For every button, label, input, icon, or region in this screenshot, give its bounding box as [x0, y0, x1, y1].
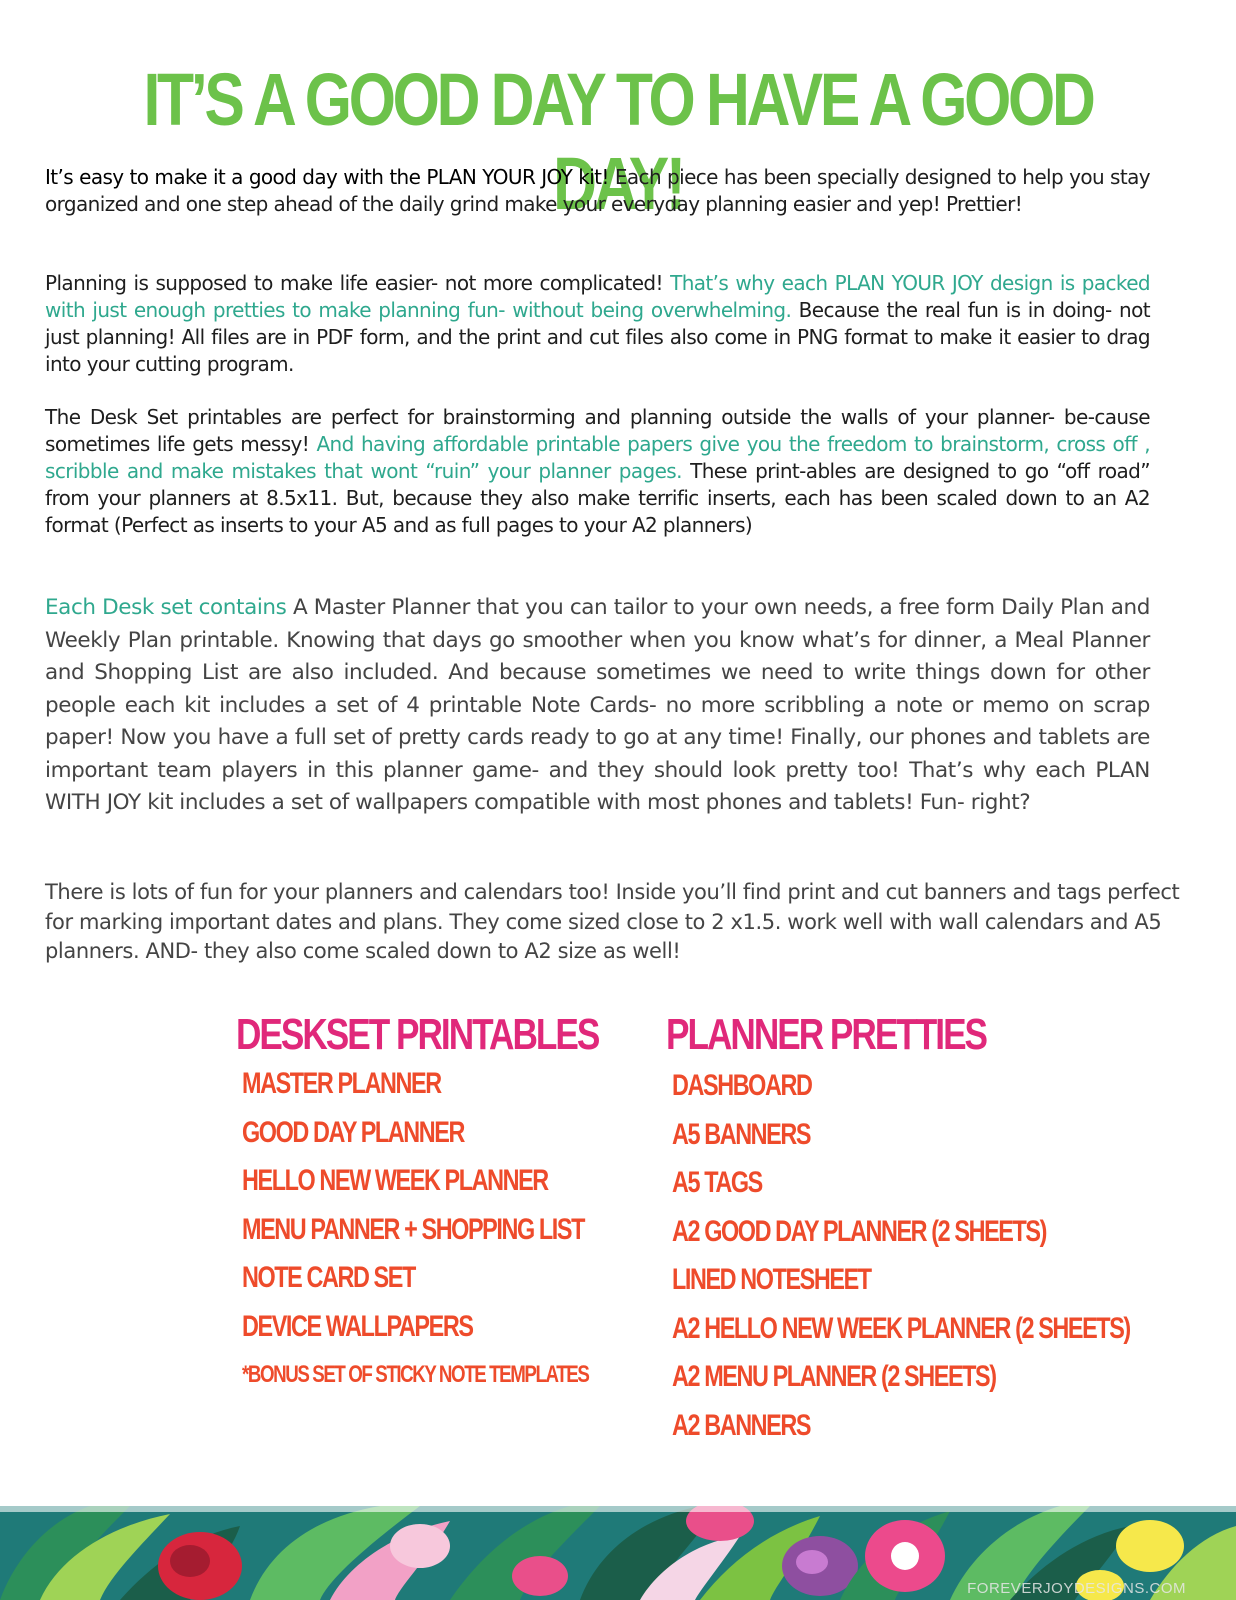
page-title: IT’S A GOOD DAY TO HAVE A GOOD DAY! — [143, 58, 1093, 225]
planning-paragraph — [45, 270, 1150, 378]
list-item: HELLO NEW WEEK PLANNER — [242, 1164, 548, 1197]
deskset-printables-heading: DESKSET PRINTABLES — [236, 1010, 599, 1059]
list-item: A5 TAGS — [672, 1166, 762, 1199]
list-item: LINED NOTESHEET — [672, 1263, 871, 1296]
planners-paragraph: There is lots of fun for your planners and calendars too! Inside you’ll find print and cut banners and tags perfect for marking important dates and plans. They come sized close to 2 x1.5. work well with wall calendars and A5 planners. AND- they also come scaled down to A2 size as well! — [45, 880, 1180, 963]
list-item: NOTE CARD SET — [242, 1261, 415, 1294]
deskset-text-a: The Desk Set printables are perfect for brainstorming and planning outside the walls of your planner- be-cause sometimes life gets messy! — [45, 405, 1150, 456]
deskset-printables-list — [242, 1060, 686, 1400]
intro-lead: It’s easy to make it a good day with the PLAN YOUR JOY kit! — [45, 165, 609, 189]
footer-website-url: FOREVERJOYDESIGNS.COM — [967, 1580, 1186, 1597]
list-item: DASHBOARD — [672, 1069, 812, 1102]
planning-text-b: Because the real fun is in doing- not just planning! All files are in PDF form, and the print and cut files also come in PNG format to make it easier to drag into your cutting program. — [45, 298, 1150, 376]
deskset-text-b: These print-ables are designed to go “off road” from your planners at 8.5x11. But, because they also make terrific inserts, each has been scaled down to an A2 format (Perfect as inserts to your A5 and as full pages to your A2 planners) — [45, 459, 1150, 537]
list-item: MENU PANNER + SHOPPING LIST — [242, 1212, 584, 1246]
list-item: A2 BANNERS — [672, 1408, 811, 1442]
list-item: A2 MENU PLANNER (2 SHEETS) — [672, 1360, 996, 1393]
deskset-highlight: And having affordable printable papers give you the freedom to brainstorm, cross off , scribble and make mistakes that wont “ruin” your planner pages. — [45, 432, 1151, 483]
intro-paragraph — [45, 164, 1150, 218]
list-item: A2 GOOD DAY PLANNER (2 SHEETS) — [672, 1214, 1046, 1248]
list-item: A2 HELLO NEW WEEK PLANNER (2 SHEETS) — [672, 1311, 1130, 1345]
planner-pretties-list — [672, 1062, 1236, 1450]
list-item: GOOD DAY PLANNER — [242, 1115, 464, 1149]
planning-highlight: That’s why each PLAN YOUR JOY design is packed with just enough pretties to make planning fun- without being overwhelming. — [45, 271, 1150, 322]
list-item: A5 BANNERS — [672, 1117, 811, 1151]
planner-pretties-heading: PLANNER PRETTIES — [666, 1010, 987, 1059]
deskset-paragraph — [45, 404, 1150, 539]
contents-rest: A Master Planner that you can tailor to your own needs, a free form Daily Plan and Weekly Plan printable. Knowing that days go smoother when you know what’s for dinner, a Meal Planner and Shopping List are also included. And because sometimes we need to write things down for other people each kit includes a set of 4 printable Note Cards- no more scribbling a note or memo on scrap paper! Now you have a full set of pretty cards ready to go at any time! Finally, our phones and tablets are important team players in this planner game- and they should look pretty too! That’s why each PLAN WITH JOY kit includes a set of wallpapers compatible with most phones and tablets! Fun- right? — [45, 595, 1150, 815]
intro-rest: Each piece has been specially designed to help you stay organized and one step ahead of the daily grind make your everyday planning easier and yep! Prettier! — [45, 165, 1150, 216]
planning-text-a: Planning is supposed to make life easier- not more complicated! — [45, 271, 671, 295]
list-item: *BONUS SET OF STICKY NOTE TEMPLATES — [242, 1361, 589, 1388]
contents-lead: Each Desk set contains — [45, 595, 287, 620]
list-item: DEVICE WALLPAPERS — [242, 1309, 473, 1343]
list-item: MASTER PLANNER — [242, 1067, 441, 1100]
contents-paragraph — [45, 592, 1150, 820]
